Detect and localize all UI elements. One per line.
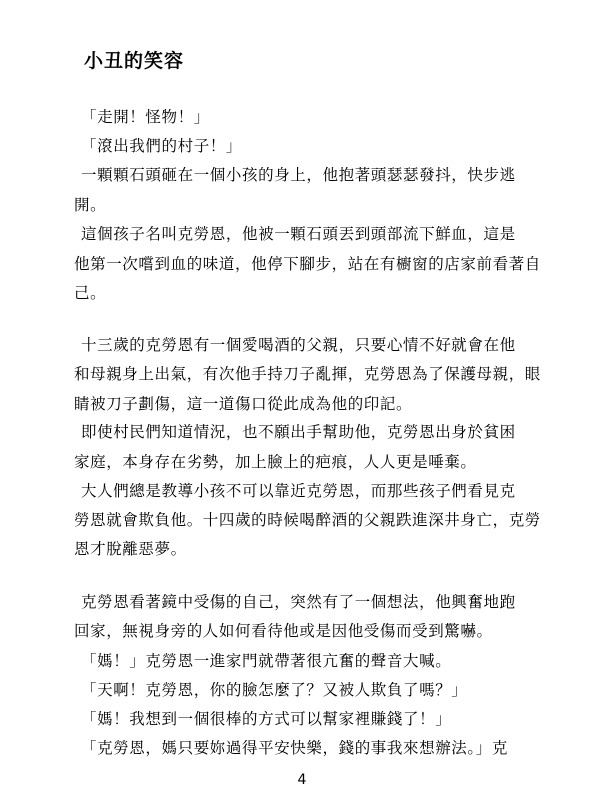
text-line: 他第一次嚐到血的味道，他停下腳步，站在有櫥窗的店家前看著自: [74, 255, 541, 273]
text-line: 「媽！我想到一個很棒的方式可以幫家裡賺錢了！」: [81, 710, 452, 728]
text-line: 十三歲的克勞恩有一個愛喝酒的父親，只要心情不好就會在他: [81, 336, 516, 354]
text-line: 「天啊！克勞恩，你的臉怎麼了？又被人欺負了嗎？」: [81, 681, 468, 699]
text-line: 一顆顆石頭砸在一個小孩的身上，他抱著頭瑟瑟發抖，快步逃: [81, 166, 516, 184]
text-line: 大人們總是教導小孩不可以靠近克勞恩，而那些孩子們看見克: [81, 482, 516, 500]
text-line: 這個孩子名叫克勞恩，他被一顆石頭丟到頭部流下鮮血，這是: [81, 225, 516, 243]
text-line: 克勞恩看著鏡中受傷的自己，突然有了一個想法，他興奮地跑: [81, 593, 516, 611]
text-line: 恩才脫離惡夢。: [74, 540, 187, 558]
text-line: 「克勞恩，媽只要妳過得平安快樂，錢的事我來想辦法。」克: [81, 739, 508, 757]
text-line: 己。: [74, 284, 107, 302]
text-line: 「走開！怪物！」: [81, 108, 210, 126]
text-line: 回家，無視身旁的人如何看待他或是因他受傷而受到驚嚇。: [74, 622, 493, 640]
text-line: 開。: [74, 196, 107, 214]
text-line: 睛被刀子劃傷，這一道傷口從此成為他的印記。: [74, 395, 413, 413]
text-line: 「媽！」克勞恩一進家門就帶著很亢奮的聲音大喊。: [81, 652, 452, 670]
text-line: 家庭，本身存在劣勢，加上臉上的疤痕，人人更是唾棄。: [74, 453, 477, 471]
text-line: 即使村民們知道情況，也不願出手幫助他，克勞恩出身於貧困: [81, 423, 516, 441]
text-line: 和母親身上出氣，有次他手持刀子亂揮，克勞恩為了保護母親，眼: [74, 365, 541, 383]
page-number: 4: [297, 772, 307, 788]
chapter-title: 小丑的笑容: [84, 50, 185, 72]
text-line: 勞恩就會欺負他。十四歲的時候喝醉酒的父親跌進深井身亡，克勞: [74, 511, 541, 529]
text-line: 「滾出我們的村子！」: [81, 137, 243, 155]
